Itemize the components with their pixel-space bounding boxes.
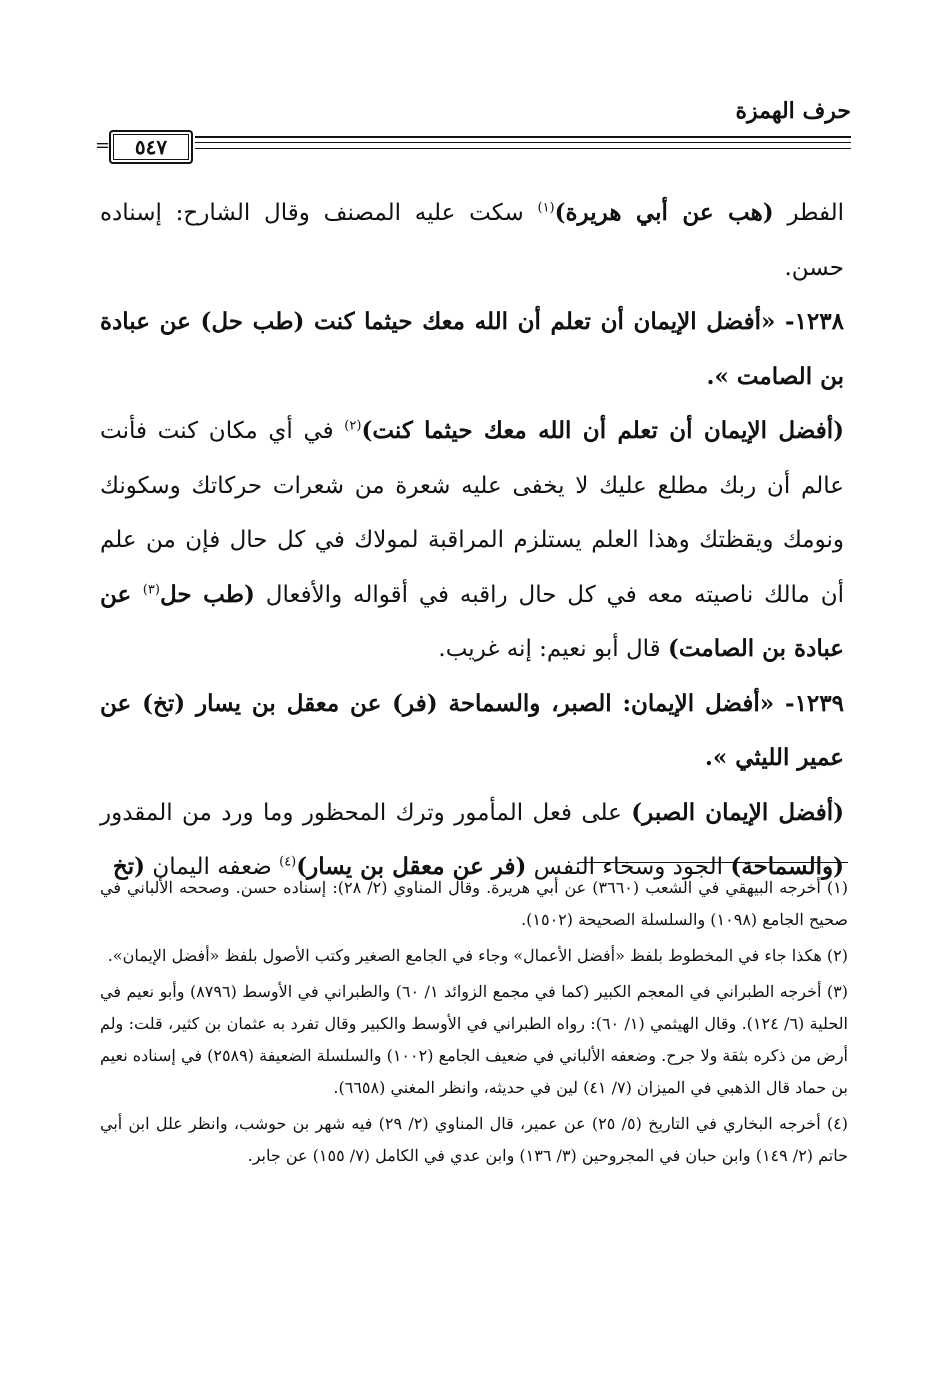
text-run: ضعفه اليمان [145, 854, 280, 880]
header-rule-line [195, 136, 851, 138]
footnote-separator [578, 862, 848, 863]
footnote-marker: (٢) [344, 418, 362, 434]
source-reference: (تخ [112, 853, 146, 880]
text-run: سكت عليه المصنف وقال الشارح: إسناده حسن. [100, 200, 844, 281]
footnotes [100, 872, 848, 1176]
footnote-4: (٤) أخرجه البخاري في التاريخ (٥/ ٢٥) عن عمير، قال المناوي (٢/ ٢٩) فيه شهر بن حوشب، وانظر علل ابن أبي حاتم (٢/ ١٤٩) وابن حبان في المجروحين (٣/ ١٣٦) وابن عدي في الكامل (٧/ ١٥٥) عن جابر. [100, 1114, 848, 1165]
page-number: ٥٤٧ [109, 130, 193, 164]
header-rule [95, 134, 851, 159]
hadith-quote: (أفضل الإيمان أن تعلم أن الله معك حيثما كنت) [361, 417, 844, 444]
footnote-marker: (٣) [142, 581, 160, 597]
text-run: الجود وسخاء النفس [526, 854, 731, 880]
text-run: في أي مكان كنت فأنت عالم أن ربك مطلع عليك لا يخفى عليه شعرة من شعرات حركاتك وسكونك ونومك ويقظتك وهذا العلم يستلزم المراقبة لمولاك في كل حال فإن من علم أن مالك ناصيته معه في كل حال راقبه في أقواله والأفعال [100, 418, 845, 608]
page-header [95, 96, 851, 166]
hadith-1238: ١٢٣٨- «أفضل الإيمان أن تعلم أن الله معك حيثما كنت (طب حل) عن عبادة بن الصامت ». [100, 308, 844, 390]
source-reference: (طب حل [159, 580, 255, 608]
hadith-1239: ١٢٣٩- «أفضل الإيمان: الصبر، والسماحة (فر) عن معقل بن يسار (تخ) عن عمير الليثي ». [100, 689, 844, 771]
paragraph-continuation [100, 186, 844, 295]
header-rule-line [195, 148, 851, 149]
commentary-1238 [100, 404, 844, 677]
hadith-quote: (أفضل الإيمان الصبر) [631, 798, 844, 826]
footnote-2: (٢) هكذا جاء في المخطوط بلفظ «أفضل الأعمال» وجاء في الجامع الصغير وكتب الأصول بلفظ «أفضل الإيمان». [107, 946, 848, 965]
source-reference: (فر عن معقل بن يسار) [296, 853, 527, 880]
source-reference: (هب عن أبي هريرة) [554, 199, 774, 226]
footnote-1: (١) أخرجه البيهقي في الشعب (٣٦٦٠) عن أبي هريرة. وقال المناوي (٢/ ٢٨): إسناده حسن. وصححه الألباني في صحيح الجامع (١٠٩٨) والسلسلة الصحيحة (١٥٠٢). [100, 878, 849, 929]
header-rule-line [195, 142, 851, 143]
main-text [100, 186, 844, 895]
footnote-marker: (٤) [279, 854, 297, 870]
page-number-dash: = [95, 135, 111, 156]
text-run: قال أبو نعيم: إنه غريب. [438, 636, 668, 662]
source-reference: عن عبادة بن الصامت) [100, 580, 844, 662]
text-run: الفطر [773, 200, 844, 226]
footnote-3: (٣) أخرجه الطبراني في المعجم الكبير (كما في مجمع الزوائد ١/ ٦٠) والطبراني في الأوسط (٨٧٩٦) وأبو نعيم في الحلية (٦/ ١٢٤). وقال الهيثمي (١/ ٦٠): رواه الطبراني في الأوسط والكبير وقال تفرد به عثمان بن كثير، قلت: ولم أرض من ذكره بثقة ولا جرح. وضعفه الألباني في ضعيف الجامع (١٠٠٢) والسلسلة الضعيفة (٢٥٨٩) في إسناده نعيم بن حماد قال الذهبي في الميزان (٧/ ٤١) لين في حديثه، وانظر المغني (٦٦٥٨). [100, 982, 849, 1097]
hadith-term: (والسماحة) [730, 853, 844, 880]
chapter-title: حرف الهمزة [735, 98, 851, 124]
text-run: على فعل المأمور وترك المحظور وما ورد من المقدور [100, 799, 632, 826]
footnote-marker: (١) [537, 200, 555, 216]
